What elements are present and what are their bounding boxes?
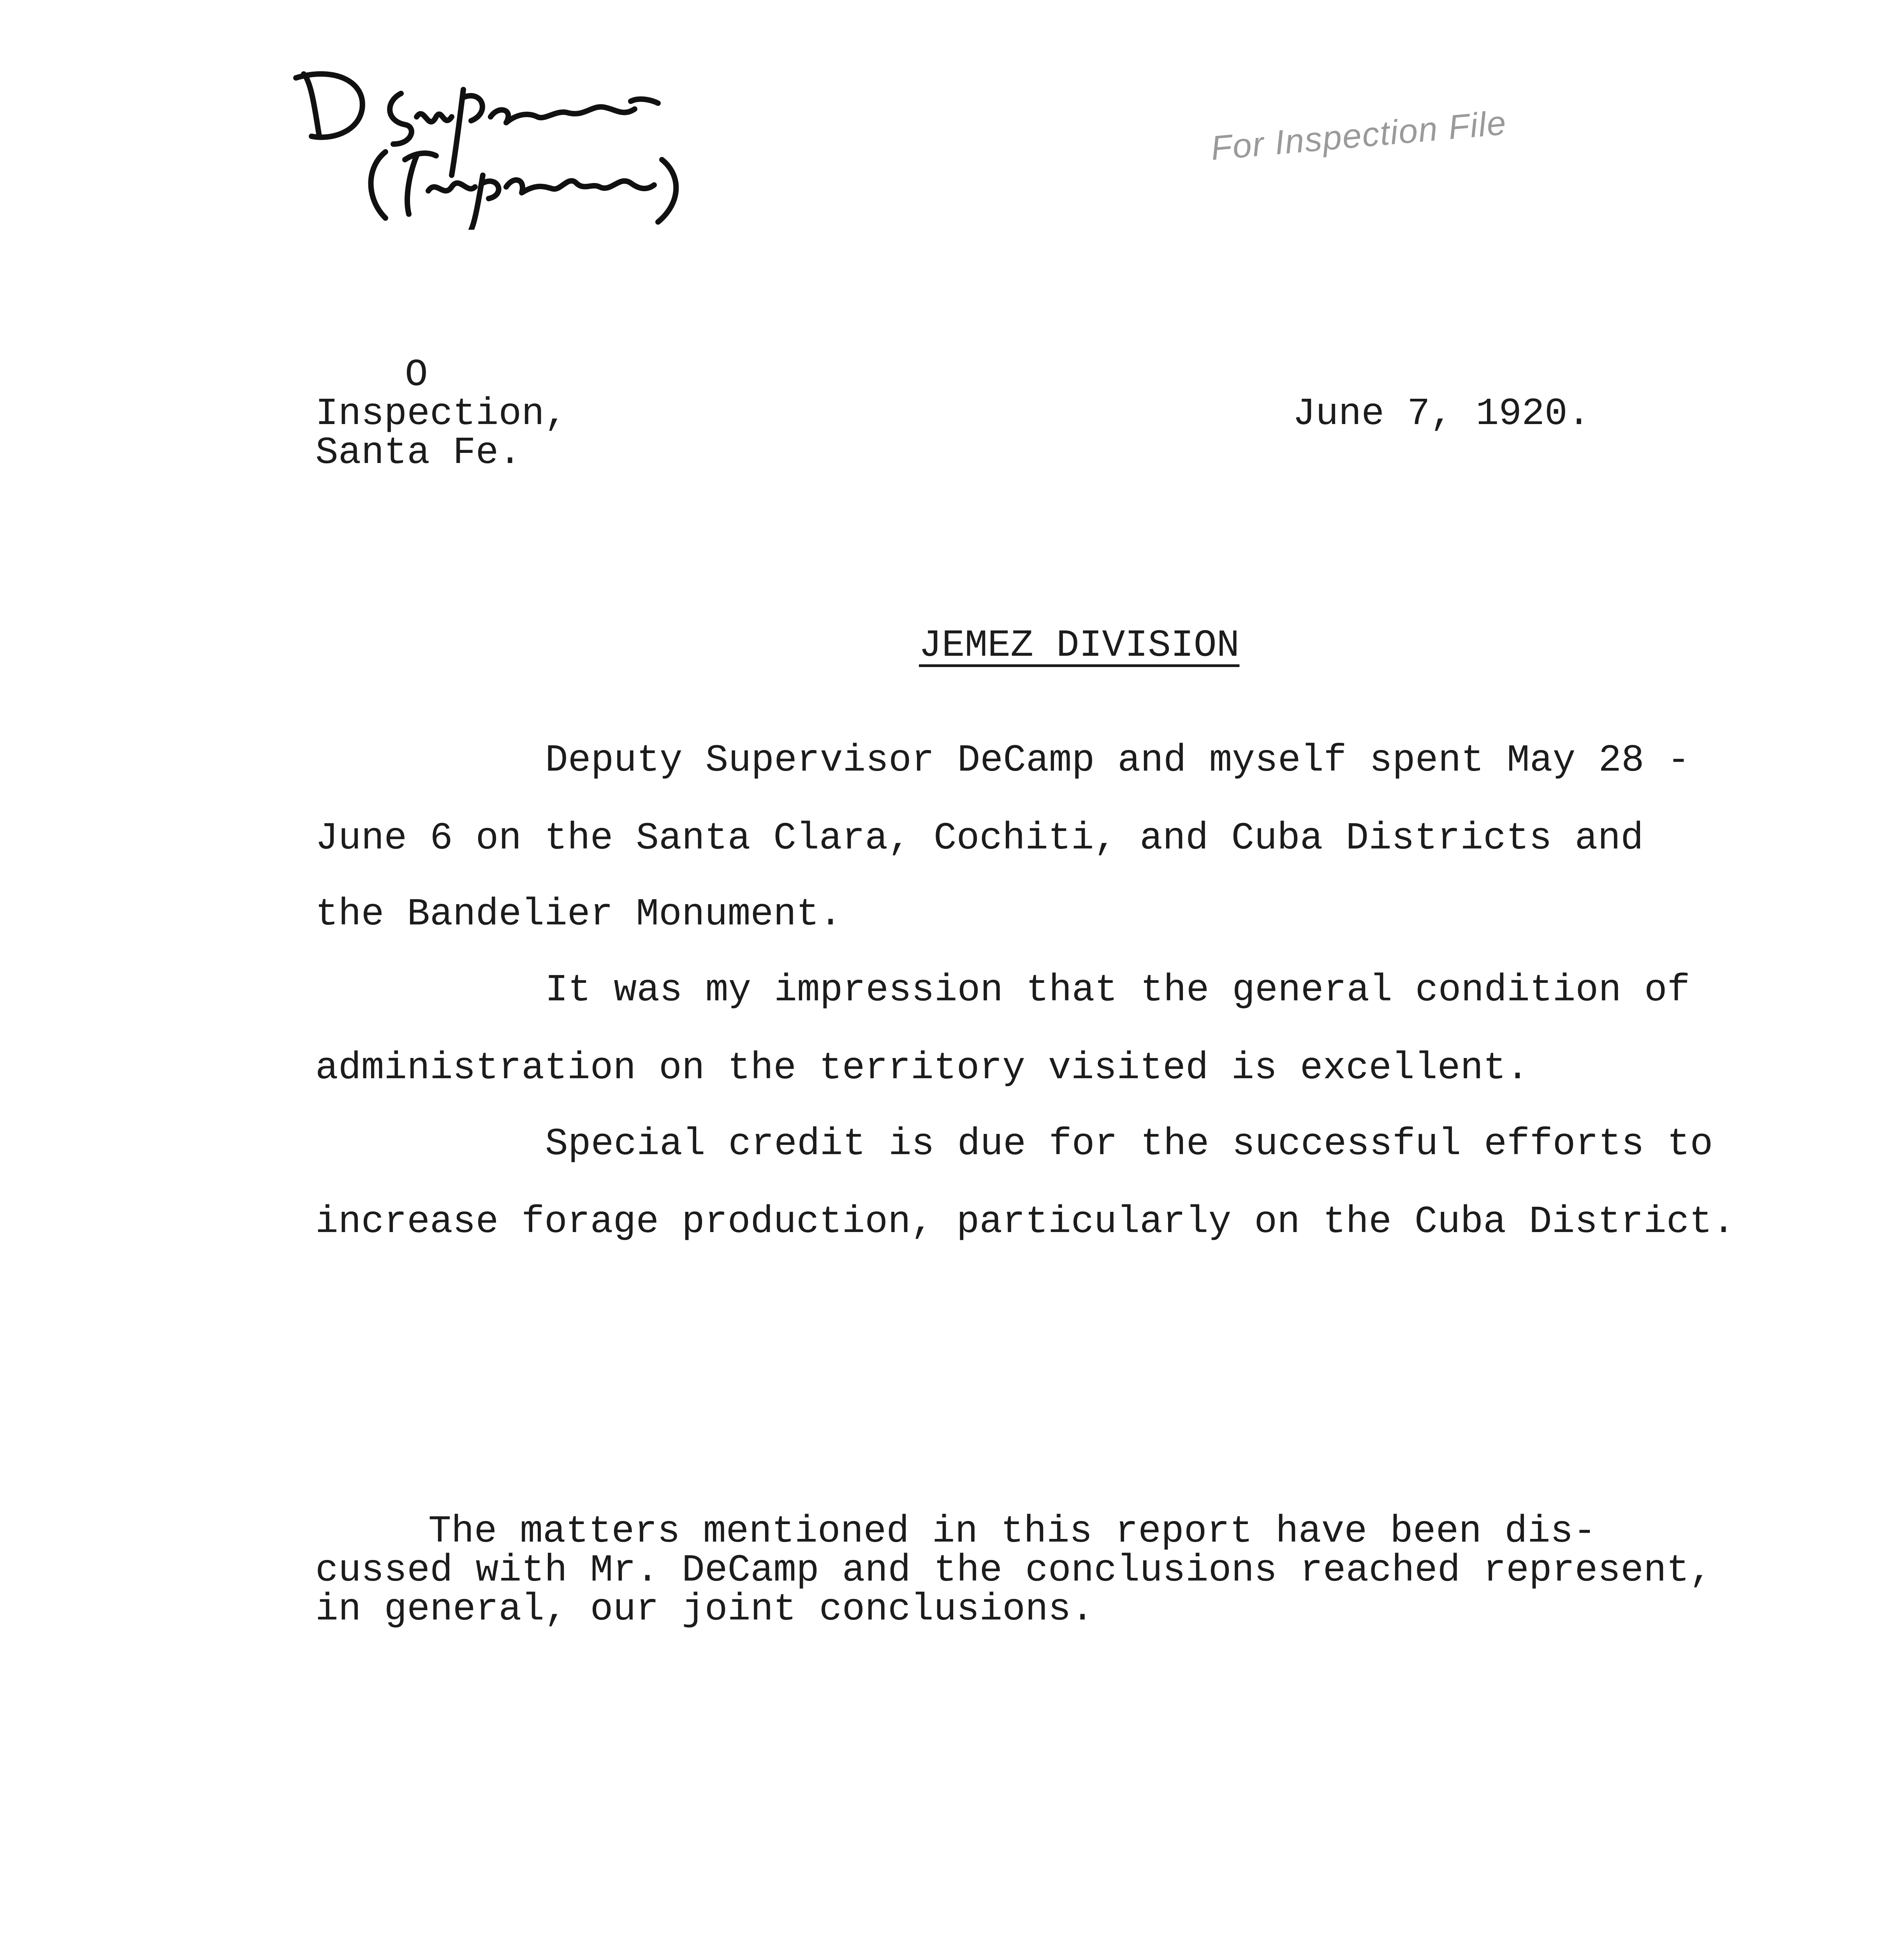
file-code: O [405,354,428,397]
body-line: It was my impression that the general condition of [545,969,1690,1012]
office-line-1: Inspection, [315,393,567,436]
handwritten-signature-image [288,58,716,230]
body-line: the Bandelier Monument. [315,893,842,936]
inspection-file-stamp: For Inspection File [1209,103,1508,167]
body-line: administration on the territory visited is excellent. [315,1047,1529,1090]
body-line: Deputy Supervisor DeCamp and myself spent May 28 - [545,739,1690,782]
closing-note-line: The matters mentioned in this report have been dis- [428,1510,1596,1553]
body-line: Special credit is due for the successful efforts to [545,1123,1713,1166]
office-line-2: Santa Fe. [315,431,522,475]
body-line: increase forage production, particularly on the Cuba District. [315,1201,1735,1244]
closing-note-line: cussed with Mr. DeCamp and the conclusions reached represent, [315,1549,1712,1592]
closing-note-line: in general, our joint conclusions. [315,1588,1094,1631]
document-title: JEMEZ DIVISION [919,624,1240,667]
letter-date: June 7, 1920. [1293,393,1591,436]
body-line: June 6 on the Santa Clara, Cochiti, and Cuba Districts and [315,817,1644,860]
handwritten-annotation [288,58,716,230]
